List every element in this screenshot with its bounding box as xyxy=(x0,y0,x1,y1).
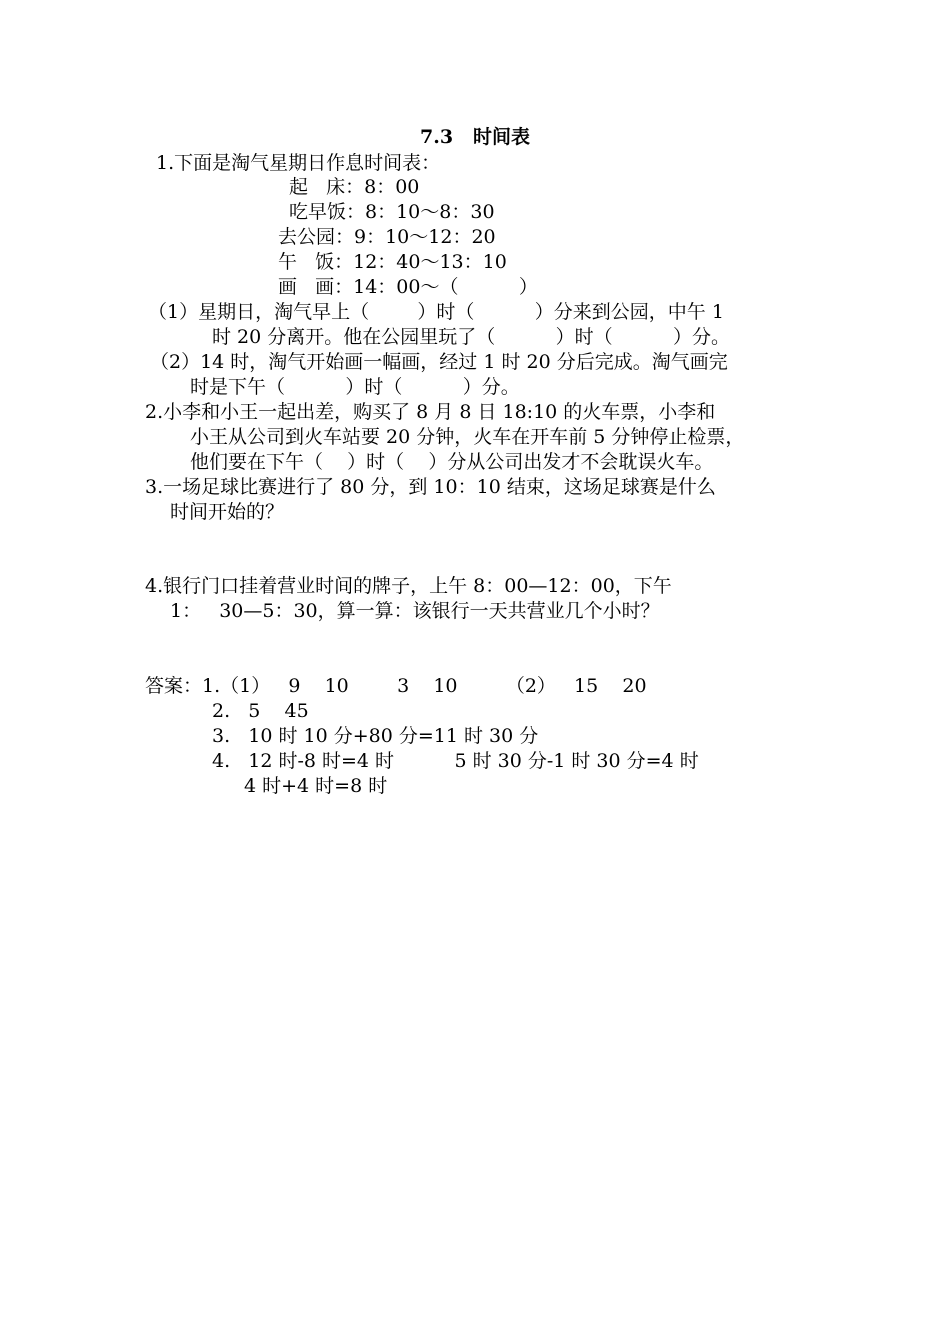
answer-2: 2. 5 45 xyxy=(212,700,309,722)
schedule-item-lunch: 午 饭：12：40～13：10 xyxy=(278,251,507,273)
answer-4-continued: 4 时+4 时=8 时 xyxy=(244,775,388,797)
schedule-item-drawing: 画 画：14：00～（ ） xyxy=(278,276,538,298)
answer-1: 答案：1.（1） 9 10 3 10 （2） 15 20 xyxy=(145,675,647,697)
question-2-line-1: 2.小李和小王一起出差，购买了 8 月 8 日 18:10 的火车票，小李和 xyxy=(145,401,716,423)
question-1-part-1-line-1: （1）星期日，淘气早上（ ）时（ ）分来到公园，中午 1 xyxy=(148,301,724,323)
question-1-part-2-line-2: 时是下午（ ）时（ ）分。 xyxy=(190,376,520,398)
schedule-item-wake: 起 床：8：00 xyxy=(289,176,420,198)
question-1-intro: 1.下面是淘气星期日作息时间表： xyxy=(156,152,441,174)
schedule-item-park: 去公园：9：10～12：20 xyxy=(278,226,496,248)
question-4-line-2: 1： 30—5：30，算一算：该银行一天共营业几个小时？ xyxy=(170,600,660,622)
question-4-line-1: 4.银行门口挂着营业时间的牌子，上午 8：00—12：00，下午 xyxy=(145,575,672,597)
question-1-part-2-line-1: （2）14 时，淘气开始画一幅画，经过 1 时 20 分后完成。淘气画完 xyxy=(150,351,728,373)
page-title: 7.3 时间表 xyxy=(420,126,530,148)
answer-3: 3. 10 时 10 分+80 分=11 时 30 分 xyxy=(212,725,539,747)
question-2-line-3: 他们要在下午（ ）时（ ）分从公司出发才不会耽误火车。 xyxy=(190,451,714,473)
question-2-line-2: 小王从公司到火车站要 20 分钟，火车在开车前 5 分钟停止检票， xyxy=(190,426,745,448)
schedule-item-breakfast: 吃早饭：8：10～8：30 xyxy=(289,201,495,223)
answer-4: 4. 12 时-8 时=4 时 5 时 30 分-1 时 30 分=4 时 xyxy=(212,750,699,772)
question-3-line-2: 时间开始的？ xyxy=(170,501,285,523)
question-1-part-1-line-2: 时 20 分离开。他在公园里玩了（ ）时（ ）分。 xyxy=(212,326,731,348)
question-3-line-1: 3.一场足球比赛进行了 80 分，到 10：10 结束，这场足球赛是什么 xyxy=(145,476,716,498)
